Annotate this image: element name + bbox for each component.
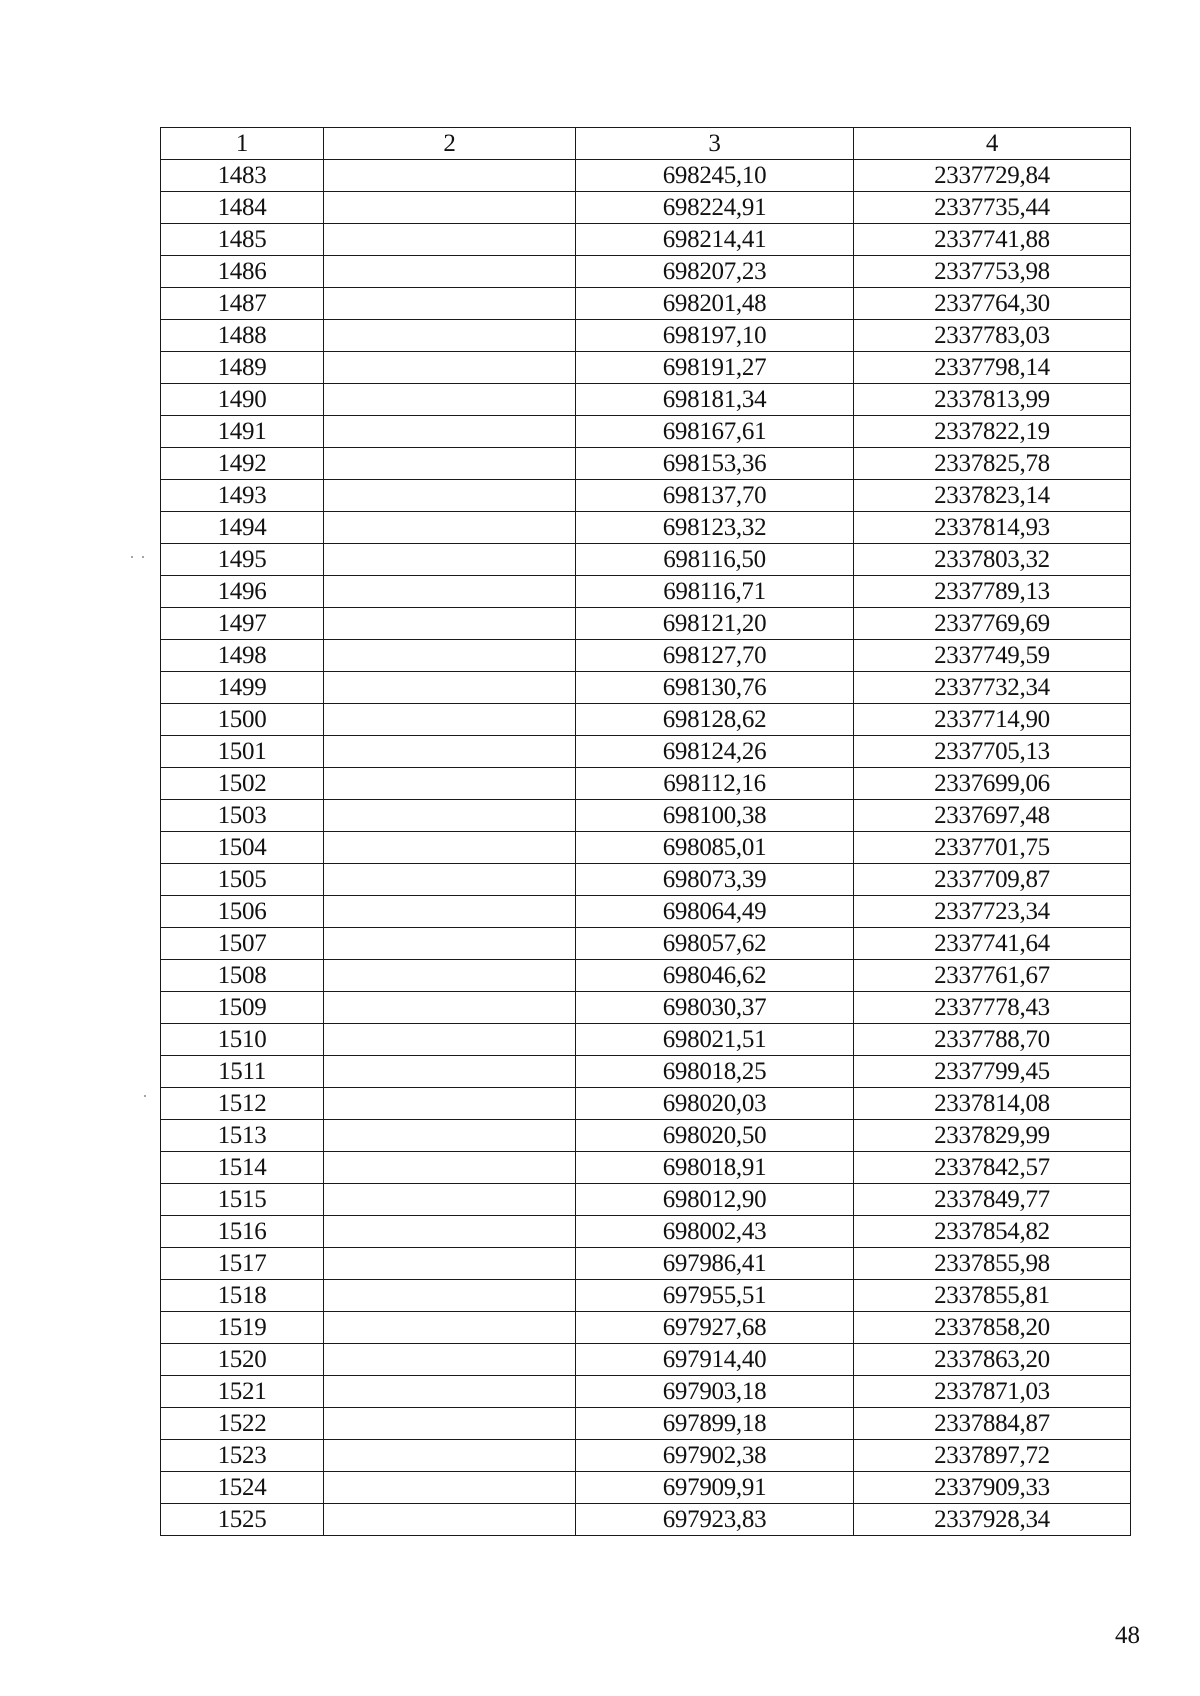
table-row: [161, 1472, 1131, 1504]
column-header: 2: [324, 128, 576, 160]
table-row: [161, 1280, 1131, 1312]
description-cell: [324, 1024, 576, 1056]
description-cell: [324, 1056, 576, 1088]
description-cell: [324, 640, 576, 672]
point-number-cell: 1486: [161, 256, 324, 288]
description-cell: [324, 416, 576, 448]
table-row: [161, 352, 1131, 384]
x-coordinate-cell: 698201,48: [576, 288, 854, 320]
point-number-cell: 1485: [161, 224, 324, 256]
table-row: [161, 1152, 1131, 1184]
x-coordinate-cell: 698064,49: [576, 896, 854, 928]
x-coordinate-cell: 698021,51: [576, 1024, 854, 1056]
description-cell: [324, 1216, 576, 1248]
point-number-cell: 1512: [161, 1088, 324, 1120]
y-coordinate-cell: 2337783,03: [854, 320, 1131, 352]
table-row: [161, 896, 1131, 928]
point-number-cell: 1492: [161, 448, 324, 480]
x-coordinate-cell: 697927,68: [576, 1312, 854, 1344]
y-coordinate-cell: 2337769,69: [854, 608, 1131, 640]
description-cell: [324, 992, 576, 1024]
table-row: [161, 416, 1131, 448]
table-row: [161, 192, 1131, 224]
y-coordinate-cell: 2337741,88: [854, 224, 1131, 256]
x-coordinate-cell: 697909,91: [576, 1472, 854, 1504]
point-number-cell: 1515: [161, 1184, 324, 1216]
point-number-cell: 1510: [161, 1024, 324, 1056]
y-coordinate-cell: 2337825,78: [854, 448, 1131, 480]
x-coordinate-cell: 698112,16: [576, 768, 854, 800]
point-number-cell: 1525: [161, 1504, 324, 1536]
description-cell: [324, 832, 576, 864]
y-coordinate-cell: 2337849,77: [854, 1184, 1131, 1216]
description-cell: [324, 1472, 576, 1504]
point-number-cell: 1504: [161, 832, 324, 864]
point-number-cell: 1520: [161, 1344, 324, 1376]
table-row: [161, 384, 1131, 416]
y-coordinate-cell: 2337909,33: [854, 1472, 1131, 1504]
description-cell: [324, 288, 576, 320]
y-coordinate-cell: 2337897,72: [854, 1440, 1131, 1472]
point-number-cell: 1498: [161, 640, 324, 672]
point-number-cell: 1497: [161, 608, 324, 640]
description-cell: [324, 192, 576, 224]
x-coordinate-cell: 698124,26: [576, 736, 854, 768]
point-number-cell: 1484: [161, 192, 324, 224]
point-number-cell: 1502: [161, 768, 324, 800]
point-number-cell: 1507: [161, 928, 324, 960]
y-coordinate-cell: 2337761,67: [854, 960, 1131, 992]
x-coordinate-cell: 698085,01: [576, 832, 854, 864]
coordinates-table: [160, 127, 1131, 1536]
y-coordinate-cell: 2337829,99: [854, 1120, 1131, 1152]
table-row: [161, 1408, 1131, 1440]
x-coordinate-cell: 697899,18: [576, 1408, 854, 1440]
y-coordinate-cell: 2337789,13: [854, 576, 1131, 608]
point-number-cell: 1503: [161, 800, 324, 832]
x-coordinate-cell: 698020,03: [576, 1088, 854, 1120]
y-coordinate-cell: 2337822,19: [854, 416, 1131, 448]
table-row: [161, 832, 1131, 864]
x-coordinate-cell: 698167,61: [576, 416, 854, 448]
table-row: [161, 224, 1131, 256]
point-number-cell: 1513: [161, 1120, 324, 1152]
table-row: [161, 864, 1131, 896]
description-cell: [324, 256, 576, 288]
point-number-cell: 1495: [161, 544, 324, 576]
point-number-cell: 1523: [161, 1440, 324, 1472]
y-coordinate-cell: 2337863,20: [854, 1344, 1131, 1376]
description-cell: [324, 608, 576, 640]
description-cell: [324, 896, 576, 928]
point-number-cell: 1522: [161, 1408, 324, 1440]
description-cell: [324, 576, 576, 608]
scan-speck: [142, 556, 144, 558]
point-number-cell: 1490: [161, 384, 324, 416]
x-coordinate-cell: 698123,32: [576, 512, 854, 544]
description-cell: [324, 384, 576, 416]
point-number-cell: 1500: [161, 704, 324, 736]
description-cell: [324, 320, 576, 352]
y-coordinate-cell: 2337699,06: [854, 768, 1131, 800]
x-coordinate-cell: 698153,36: [576, 448, 854, 480]
table-row: [161, 544, 1131, 576]
point-number-cell: 1505: [161, 864, 324, 896]
table-row: [161, 640, 1131, 672]
point-number-cell: 1511: [161, 1056, 324, 1088]
point-number-cell: 1487: [161, 288, 324, 320]
description-cell: [324, 1440, 576, 1472]
description-cell: [324, 1152, 576, 1184]
table-row: [161, 1376, 1131, 1408]
description-cell: [324, 160, 576, 192]
x-coordinate-cell: 698128,62: [576, 704, 854, 736]
table-row: [161, 768, 1131, 800]
x-coordinate-cell: 698012,90: [576, 1184, 854, 1216]
scan-speck: [131, 556, 133, 558]
description-cell: [324, 1408, 576, 1440]
description-cell: [324, 448, 576, 480]
point-number-cell: 1517: [161, 1248, 324, 1280]
table-row: [161, 1120, 1131, 1152]
y-coordinate-cell: 2337803,32: [854, 544, 1131, 576]
y-coordinate-cell: 2337928,34: [854, 1504, 1131, 1536]
description-cell: [324, 672, 576, 704]
x-coordinate-cell: 698127,70: [576, 640, 854, 672]
description-cell: [324, 1280, 576, 1312]
point-number-cell: 1483: [161, 160, 324, 192]
y-coordinate-cell: 2337764,30: [854, 288, 1131, 320]
y-coordinate-cell: 2337701,75: [854, 832, 1131, 864]
point-number-cell: 1493: [161, 480, 324, 512]
x-coordinate-cell: 697986,41: [576, 1248, 854, 1280]
table-row: [161, 672, 1131, 704]
x-coordinate-cell: 698073,39: [576, 864, 854, 896]
x-coordinate-cell: 698224,91: [576, 192, 854, 224]
description-cell: [324, 1504, 576, 1536]
y-coordinate-cell: 2337884,87: [854, 1408, 1131, 1440]
description-cell: [324, 1344, 576, 1376]
x-coordinate-cell: 697914,40: [576, 1344, 854, 1376]
table-row: [161, 608, 1131, 640]
point-number-cell: 1494: [161, 512, 324, 544]
point-number-cell: 1488: [161, 320, 324, 352]
description-cell: [324, 544, 576, 576]
x-coordinate-cell: 698181,34: [576, 384, 854, 416]
page-number: 48: [1115, 1622, 1140, 1649]
description-cell: [324, 768, 576, 800]
x-coordinate-cell: 698121,20: [576, 608, 854, 640]
description-cell: [324, 960, 576, 992]
y-coordinate-cell: 2337813,99: [854, 384, 1131, 416]
table-row: [161, 1088, 1131, 1120]
point-number-cell: 1509: [161, 992, 324, 1024]
description-cell: [324, 736, 576, 768]
y-coordinate-cell: 2337798,14: [854, 352, 1131, 384]
x-coordinate-cell: 697923,83: [576, 1504, 854, 1536]
y-coordinate-cell: 2337749,59: [854, 640, 1131, 672]
x-coordinate-cell: 698137,70: [576, 480, 854, 512]
table-row: [161, 736, 1131, 768]
y-coordinate-cell: 2337729,84: [854, 160, 1131, 192]
description-cell: [324, 800, 576, 832]
x-coordinate-cell: 697902,38: [576, 1440, 854, 1472]
table-body: [161, 160, 1131, 1536]
description-cell: [324, 512, 576, 544]
x-coordinate-cell: 698197,10: [576, 320, 854, 352]
point-number-cell: 1499: [161, 672, 324, 704]
table-row: [161, 1312, 1131, 1344]
table-row: [161, 512, 1131, 544]
table-row: [161, 928, 1131, 960]
y-coordinate-cell: 2337732,34: [854, 672, 1131, 704]
point-number-cell: 1491: [161, 416, 324, 448]
y-coordinate-cell: 2337799,45: [854, 1056, 1131, 1088]
x-coordinate-cell: 698002,43: [576, 1216, 854, 1248]
y-coordinate-cell: 2337714,90: [854, 704, 1131, 736]
table-row: [161, 480, 1131, 512]
x-coordinate-cell: 698046,62: [576, 960, 854, 992]
point-number-cell: 1521: [161, 1376, 324, 1408]
table-header-row: [161, 128, 1131, 160]
point-number-cell: 1524: [161, 1472, 324, 1504]
y-coordinate-cell: 2337855,81: [854, 1280, 1131, 1312]
point-number-cell: 1506: [161, 896, 324, 928]
x-coordinate-cell: 697955,51: [576, 1280, 854, 1312]
point-number-cell: 1501: [161, 736, 324, 768]
y-coordinate-cell: 2337709,87: [854, 864, 1131, 896]
description-cell: [324, 1312, 576, 1344]
y-coordinate-cell: 2337788,70: [854, 1024, 1131, 1056]
point-number-cell: 1516: [161, 1216, 324, 1248]
scan-speck: [144, 1095, 146, 1097]
column-header: 4: [854, 128, 1131, 160]
y-coordinate-cell: 2337871,03: [854, 1376, 1131, 1408]
y-coordinate-cell: 2337697,48: [854, 800, 1131, 832]
table-row: [161, 448, 1131, 480]
table-row: [161, 288, 1131, 320]
point-number-cell: 1508: [161, 960, 324, 992]
column-header: 3: [576, 128, 854, 160]
table-row: [161, 1248, 1131, 1280]
table-row: [161, 1024, 1131, 1056]
table-row: [161, 704, 1131, 736]
description-cell: [324, 1088, 576, 1120]
description-cell: [324, 224, 576, 256]
y-coordinate-cell: 2337858,20: [854, 1312, 1131, 1344]
y-coordinate-cell: 2337741,64: [854, 928, 1131, 960]
y-coordinate-cell: 2337723,34: [854, 896, 1131, 928]
description-cell: [324, 704, 576, 736]
x-coordinate-cell: 698207,23: [576, 256, 854, 288]
table-row: [161, 1056, 1131, 1088]
y-coordinate-cell: 2337842,57: [854, 1152, 1131, 1184]
description-cell: [324, 352, 576, 384]
x-coordinate-cell: 698018,91: [576, 1152, 854, 1184]
y-coordinate-cell: 2337735,44: [854, 192, 1131, 224]
table-row: [161, 1504, 1131, 1536]
description-cell: [324, 864, 576, 896]
table-row: [161, 1344, 1131, 1376]
description-cell: [324, 480, 576, 512]
column-header: 1: [161, 128, 324, 160]
y-coordinate-cell: 2337778,43: [854, 992, 1131, 1024]
table-row: [161, 992, 1131, 1024]
y-coordinate-cell: 2337814,93: [854, 512, 1131, 544]
y-coordinate-cell: 2337705,13: [854, 736, 1131, 768]
description-cell: [324, 1120, 576, 1152]
description-cell: [324, 1184, 576, 1216]
description-cell: [324, 1376, 576, 1408]
y-coordinate-cell: 2337823,14: [854, 480, 1131, 512]
x-coordinate-cell: 698191,27: [576, 352, 854, 384]
table-row: [161, 160, 1131, 192]
description-cell: [324, 928, 576, 960]
y-coordinate-cell: 2337854,82: [854, 1216, 1131, 1248]
table-row: [161, 576, 1131, 608]
point-number-cell: 1519: [161, 1312, 324, 1344]
x-coordinate-cell: 697903,18: [576, 1376, 854, 1408]
x-coordinate-cell: 698100,38: [576, 800, 854, 832]
point-number-cell: 1518: [161, 1280, 324, 1312]
point-number-cell: 1496: [161, 576, 324, 608]
table-row: [161, 960, 1131, 992]
point-number-cell: 1514: [161, 1152, 324, 1184]
x-coordinate-cell: 698020,50: [576, 1120, 854, 1152]
x-coordinate-cell: 698116,50: [576, 544, 854, 576]
table-row: [161, 320, 1131, 352]
table-row: [161, 1184, 1131, 1216]
description-cell: [324, 1248, 576, 1280]
y-coordinate-cell: 2337753,98: [854, 256, 1131, 288]
x-coordinate-cell: 698057,62: [576, 928, 854, 960]
table-row: [161, 1216, 1131, 1248]
x-coordinate-cell: 698116,71: [576, 576, 854, 608]
point-number-cell: 1489: [161, 352, 324, 384]
y-coordinate-cell: 2337855,98: [854, 1248, 1131, 1280]
x-coordinate-cell: 698018,25: [576, 1056, 854, 1088]
x-coordinate-cell: 698130,76: [576, 672, 854, 704]
x-coordinate-cell: 698030,37: [576, 992, 854, 1024]
x-coordinate-cell: 698214,41: [576, 224, 854, 256]
table-row: [161, 800, 1131, 832]
table-row: [161, 256, 1131, 288]
table-row: [161, 1440, 1131, 1472]
x-coordinate-cell: 698245,10: [576, 160, 854, 192]
y-coordinate-cell: 2337814,08: [854, 1088, 1131, 1120]
